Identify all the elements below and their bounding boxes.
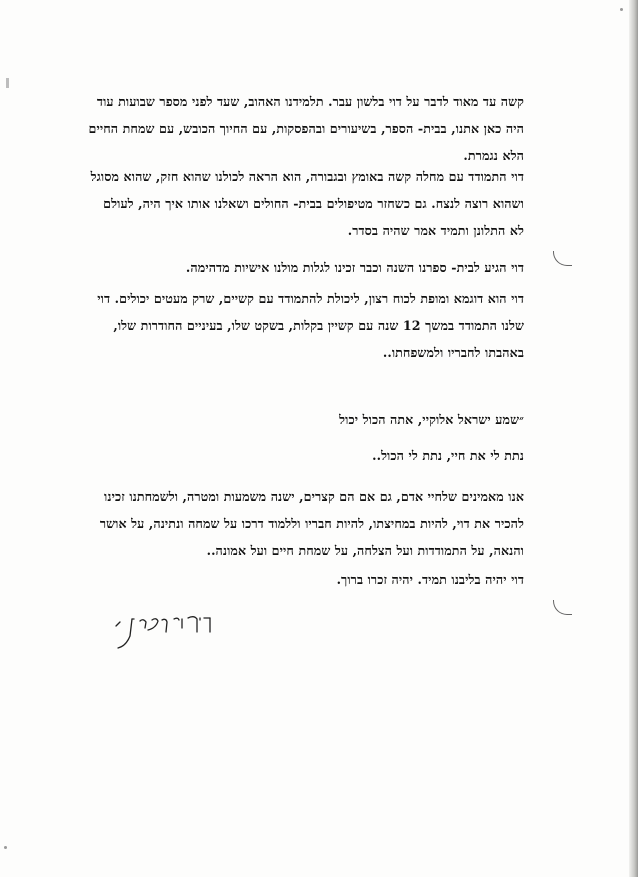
text-line: שלנו התמודד במשך 12 שנה עם קשיין בקלות, בשקט שלו, בעיניים החודרות שלו,	[113, 318, 524, 333]
paragraph-2	[91, 163, 524, 244]
text-line: ״שמע ישראל אלוקיי, אתה הכול יכול	[339, 412, 524, 427]
text-line: דוי הוא דוגמא ומופת לכוח רצון, ליכולת להתמודד עם קשיים, שרק מעטים יכולים. דוי	[97, 291, 524, 306]
margin-curl-mark	[553, 600, 572, 615]
scan-speck	[620, 8, 623, 11]
quote-line-1	[339, 406, 524, 433]
paragraph-1	[88, 88, 524, 169]
closing-line	[337, 566, 524, 593]
scan-speck	[4, 846, 7, 849]
text-line: ושהוא רוצה לנצח. גם כשחזר מטיפולים בבית- החולים ושאלנו אותו איך היה, לעולם	[103, 196, 524, 211]
margin-curl-mark	[553, 251, 572, 266]
text-line: דוי התמודד עם מחלה קשה באומץ ובגבורה, הוא הראה לכולנו שהוא חזק, שהוא מסוגל	[90, 169, 524, 184]
text-line: לא התלונן ותמיד אמר שהיה בסדר.	[347, 223, 524, 238]
text-line: להכיר את דוי, להיות במחיצתו, להיות חבריו וללמוד דרכו על שמחה ונתינה, על אושר	[99, 516, 524, 531]
text-line: נתת לי את חיי, נתת לי הכול..	[372, 448, 524, 463]
text-line: אנו מאמינים שלחיי אדם, גם אם הם קצרים, ישנה משמעות ומטרה, ולשמחתנו זכינו	[104, 489, 524, 504]
text-line: באהבתו לחבריו ולמשפחתו..	[382, 345, 524, 360]
text-line: קשה עד מאוד לדבר על דוי בלשון עבר. תלמידנו האהוב, שעד לפני מספר שבועות עוד	[96, 94, 524, 109]
text-line: והנאה, על התמודדות ועל הצלחה, על שמחת חיים ועל אמונה..	[206, 543, 524, 558]
paragraph-7	[100, 483, 524, 564]
text-line: הלא נגמרת.	[463, 148, 524, 163]
scan-mark	[6, 78, 9, 88]
paragraph-4	[97, 285, 524, 366]
paragraph-3	[186, 254, 524, 281]
handwritten-signature	[96, 606, 216, 654]
text-line: היה כאן אתנו, בבית- הספר, בשיעורים ובהפסקות, עם החיוך הכובש, עם שמחת החיים	[88, 121, 524, 136]
text-line: דוי הגיע לבית- ספרנו השנה וכבר זכינו לגלות מולנו אישיות מדהימה.	[185, 260, 524, 275]
text-line: דוי יהיה בליבנו תמיד. יהיה זכרו ברוך.	[336, 572, 524, 587]
quote-line-2	[372, 442, 524, 469]
page-edge-shadow	[629, 0, 638, 877]
